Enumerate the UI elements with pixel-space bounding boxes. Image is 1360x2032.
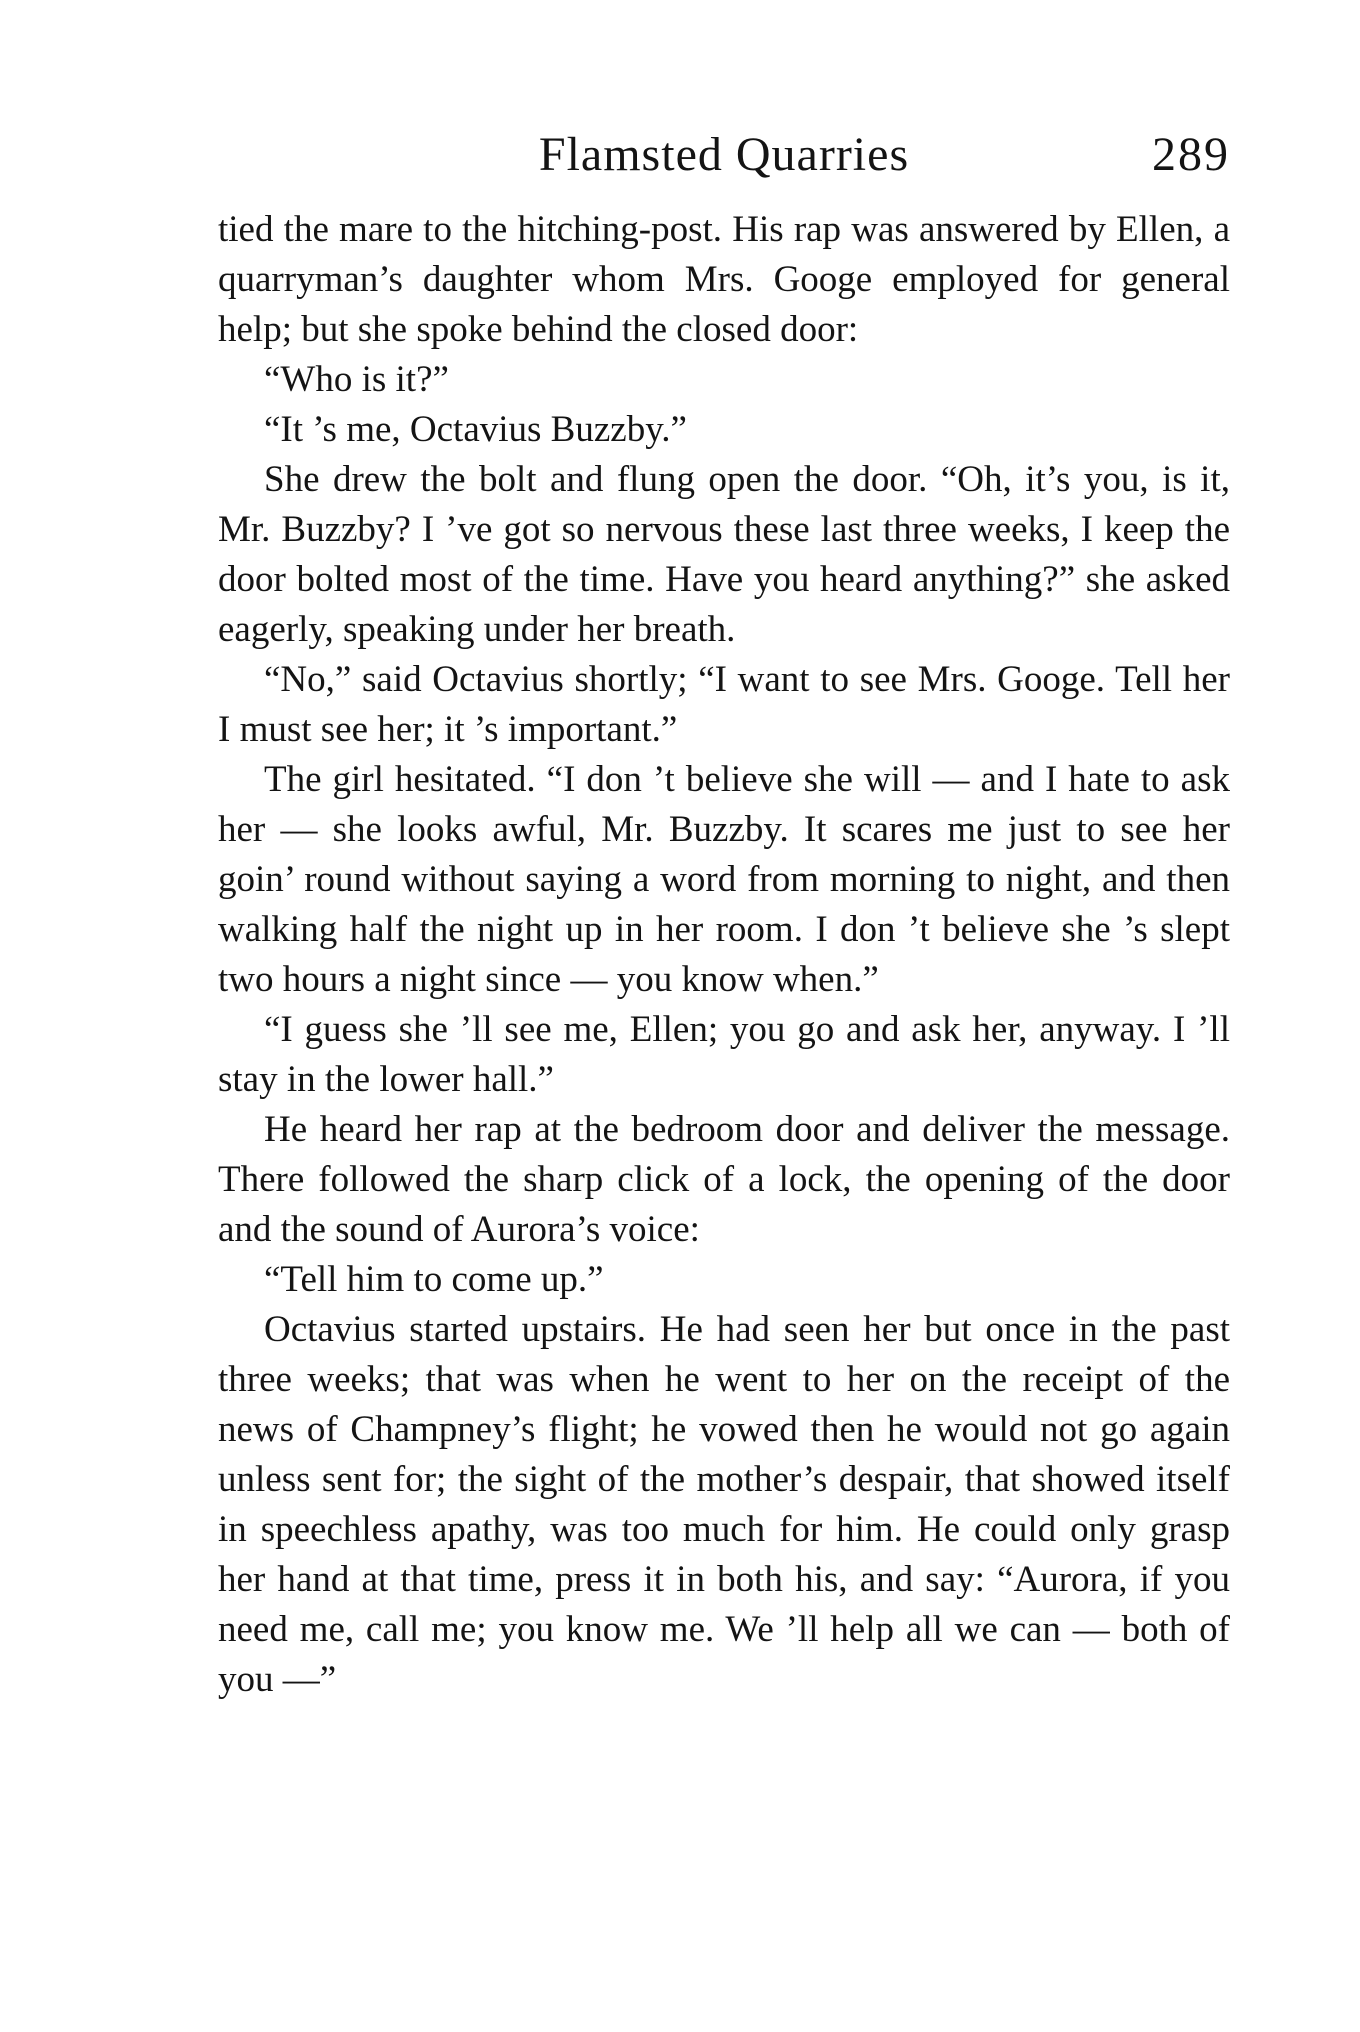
paragraph-1: tied the mare to the hitching-post. His rap was answered by Ellen, a quarryman’s daughter whom Mrs. Googe employed for general help; but she spoke behind the closed door: bbox=[218, 209, 1230, 350]
paragraph-4: She drew the bolt and flung open the door. “Oh, it’s you, is it, Mr. Buzzby? I ’ve got so nervous these last three weeks, I keep the door bolted most of the time. Have you heard anything?” she asked eagerly, speaking under her breath. bbox=[218, 459, 1230, 650]
paragraph-7: “I guess she ’ll see me, Ellen; you go and ask her, anyway. I ’ll stay in the lower hall.” bbox=[218, 1009, 1230, 1100]
body-text bbox=[218, 205, 1230, 1705]
paragraph-9: “Tell him to come up.” bbox=[264, 1259, 604, 1300]
running-title: Flamsted Quarries bbox=[538, 128, 910, 181]
paragraph-3: “It ’s me, Octavius Buzzby.” bbox=[264, 409, 687, 450]
paragraph-2: “Who is it?” bbox=[264, 359, 449, 400]
page-header bbox=[218, 120, 1230, 190]
paragraph-10: Octavius started upstairs. He had seen her but once in the past three weeks; that was when he went to her on the receipt of the news of Champney’s flight; he vowed then he would not go again unless sent for; the sight of the mother’s despair, that showed itself in speechless apathy, was too much for him. He could only grasp her hand at that time, press it in both his, and say: “Aurora, if you need me, call me; you know me. We ’ll help all we can — both of you —” bbox=[218, 1309, 1230, 1700]
paragraph-8: He heard her rap at the bedroom door and deliver the message. There followed the sharp click of a lock, the opening of the door and the sound of Aurora’s voice: bbox=[218, 1109, 1230, 1250]
page-number: 289 bbox=[1152, 128, 1230, 181]
paragraph-5: “No,” said Octavius shortly; “I want to see Mrs. Googe. Tell her I must see her; it ’s important.” bbox=[218, 659, 1230, 750]
paragraph-6: The girl hesitated. “I don ’t believe she will — and I hate to ask her — she looks awful, Mr. Buzzby. It scares me just to see her goin’ round without saying a word from morning to night, and then walking half the night up in her room. I don ’t believe she ’s slept two hours a night since — you know when.” bbox=[218, 759, 1230, 1000]
